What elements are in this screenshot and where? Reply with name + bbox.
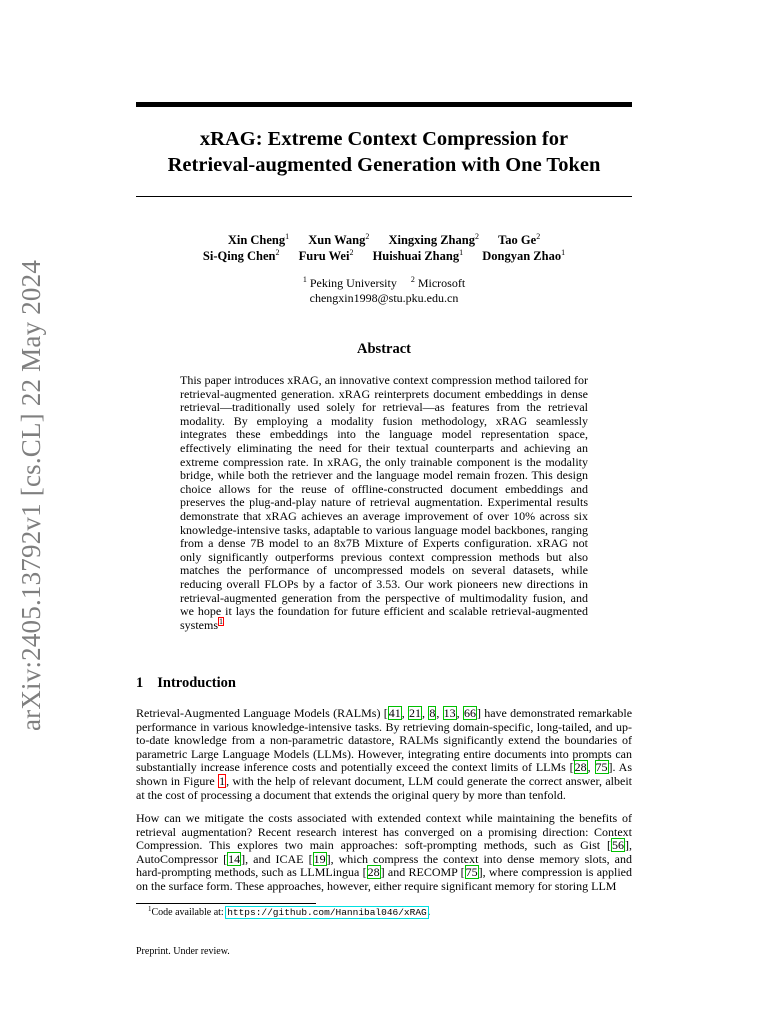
citation-link[interactable]: 75 <box>465 865 478 880</box>
title-line-1: xRAG: Extreme Context Compression for <box>199 128 569 150</box>
arxiv-identifier-stamp <box>14 259 50 731</box>
contact-email: chengxin1998@stu.pku.edu.cn <box>309 291 459 305</box>
affiliation-2: Microsoft <box>417 276 466 290</box>
citation-link[interactable]: 66 <box>463 706 476 720</box>
title-rule-bottom <box>136 196 632 197</box>
affiliation-1: Peking University <box>309 276 397 290</box>
footnote-rule <box>136 903 316 904</box>
intro-paragraph-1: Retrieval-Augmented Language Models (RALMs) [41, 21, 8, 13, 66] have demonstrated remarkable performance in various knowledge-intensive tasks. By retrieving domain-specific, long-tailed, and up-to-date knowledge from a non-parametric datastore, RALMs significantly extend the boundaries of parametric Large Language Models (LLMs). However, integrating entire documents into prompts can substantially increase inference costs and potentially exceed the context limits of LLMs [28, 75]. As shown in Figure 1, with the help of relevant document, LLM could generate the correct answer, albeit at the cost of processing a document that extends the original query by more than tenfold. <box>136 706 633 802</box>
preprint-footer: Preprint. Under review. <box>136 946 230 957</box>
author: Si-Qing Chen$^2$ <box>202 248 280 263</box>
citation-link[interactable]: 14 <box>228 851 241 866</box>
author: Tao Ge$^2$ <box>498 232 541 247</box>
intro-paragraph-2: How can we mitigate the costs associated with extended context while maintaining the benefits of retrieval augmentation? Recent research interest has converged on a promising direction: Context Compression. This explores two main approaches: soft-prompting methods, such as Gist [56], AutoCompressor [14], and ICAE [19], which compress the context into dense memory slots, and hard-prompting methods, such as LLMLingua [28] and RECOMP [75], where compression is applied on the surface form. These approaches, however, either require significant memory for storing LLM <box>136 811 633 893</box>
footnote-link[interactable]: 1 <box>219 616 224 626</box>
citation-link[interactable]: 75 <box>595 760 608 775</box>
paper-title <box>136 126 632 178</box>
author: Dongyan Zhao$^1$ <box>482 248 566 263</box>
citation-link[interactable]: 21 <box>409 706 422 720</box>
citation-link[interactable]: 19 <box>313 851 326 866</box>
abstract-text: This paper introduces xRAG, an innovative context compression method tailored for retrieval-augmented generation. xRAG reinterprets document embeddings in dense retrieval—traditionally used solely for retrieval—as features from the retrieval modality. By employing a modality fusion methodology, xRAG seamlessly integrates these embeddings into the language model representation space, effectively eliminating the need for their textual counterparts and achieving an extreme compression rate. In xRAG, the only trainable component is the modality bridge, while both the retriever and the language model remain frozen. This design choice allows for the reuse of offline-constructed document embeddings and preserves the plug-and-play nature of retrieval augmentation. Experimental results demonstrate that xRAG achieves an average improvement of over 10% across six knowledge-intensive tasks, adaptable to various language model backbones, ranging from a dense 7B model to an 8x7B Mixture of Experts configuration. xRAG not only significantly outperforms previous context compression methods but also matches the performance of uncompressed models on several datasets, while reducing overall FLOPs by a factor of 3.53. Our work pioneers new directions in retrieval-augmented generation from the perspective of multimodality fusion, and we hope it lays the foundation for future efficient and scalable retrieval-augmented systems$^1$ <box>180 373 588 632</box>
citation-link[interactable]: 56 <box>612 838 624 853</box>
code-url-link[interactable]: https://github.com/Hannibal046/xRAG <box>227 907 427 918</box>
figure-link[interactable]: 1 <box>219 773 226 788</box>
abstract-heading: Abstract <box>357 341 411 357</box>
citation-link[interactable]: 28 <box>367 865 380 880</box>
citation-link[interactable]: 13 <box>443 706 456 720</box>
author: Xingxing Zhang$^2$ <box>388 232 479 247</box>
citation-link[interactable]: 8 <box>429 706 436 720</box>
section-title: Introduction <box>157 675 236 691</box>
arxiv-id-text: arXiv:2405.13792v1 [cs.CL] 22 May 2024 <box>16 259 47 731</box>
author: Xin Cheng$^1$ <box>227 232 290 247</box>
citation-link[interactable]: 41 <box>388 706 401 720</box>
affiliations <box>136 276 632 306</box>
citation-link[interactable]: 28 <box>574 760 587 775</box>
author: Furu Wei$^2$ <box>298 248 354 263</box>
section-heading-introduction <box>136 675 632 692</box>
title-rule-top <box>136 102 632 107</box>
affiliation-line: $^1$ Peking University $^2$ Microsoft <box>302 275 466 290</box>
author-block <box>136 232 632 264</box>
footnote: $^1$Code available at: https://github.com/Hannibal046/xRAG. <box>148 905 431 918</box>
author: Huishuai Zhang$^1$ <box>372 248 464 263</box>
author: Xun Wang$^2$ <box>308 232 370 247</box>
author-row-1 <box>136 232 632 248</box>
section-number: 1 <box>136 675 144 691</box>
author-row-2 <box>136 248 632 264</box>
title-line-2: Retrieval-augmented Generation with One Token <box>167 154 601 176</box>
